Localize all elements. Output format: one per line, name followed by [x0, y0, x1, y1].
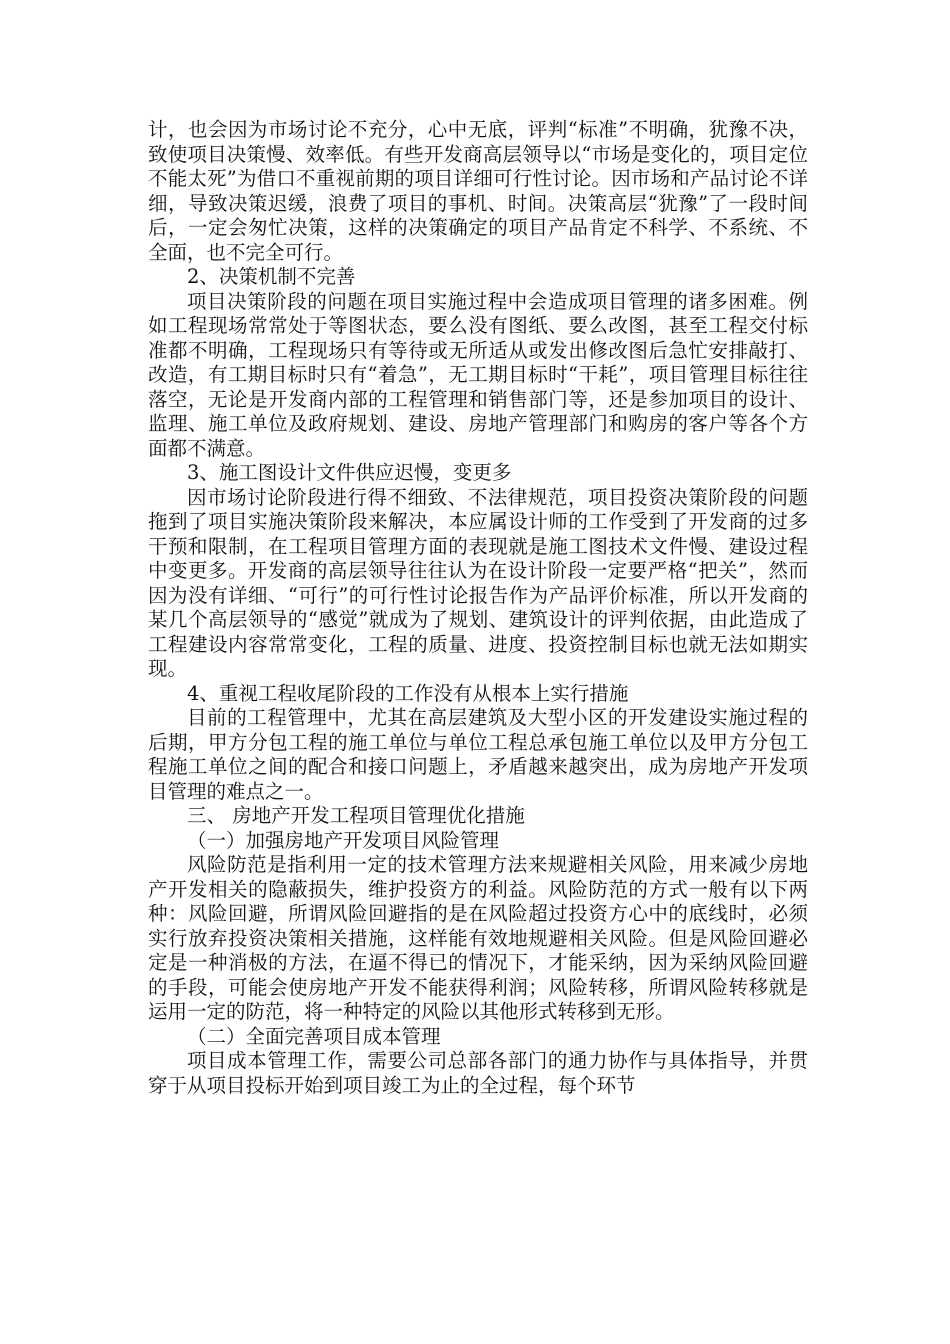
paragraph-cost-management: 项目成本管理工作，需要公司总部各部门的通力协作与具体指导，并贯穿于从项目投标开始到项目竣工为止的全过程，每个环节 [148, 1049, 808, 1097]
paragraph-design-interference: 因市场讨论阶段进行得不细致、不法律规范，项目投资决策阶段的问题拖到了项目实施决策阶段来解决，本应属设计师的工作受到了开发商的过多干预和限制，在工程项目管理方面的表现就是施工图技术文件慢、建设过程中变更多。开发商的高层领导往往认为在设计阶段一定要严格“把关”，然而因为没有详细、“可行”的可行性讨论报告作为产品评价标准，所以开发商的某几个高层领导的“感觉”就成为了规划、建筑设计的评判依据，由此造成了工程建设内容常常变化，工程的质量、进度、投资控制目标也就无法如期实现。 [148, 485, 808, 680]
heading-optimization-measures: 三、 房地产开发工程项目管理优化措施 [187, 804, 525, 827]
paragraph-risk-prevention: 风险防范是指利用一定的技术管理方法来规避相关风险，用来减少房地产开发相关的隐蔽损失，维护投资方的利益。风险防范的方式一般有以下两种：风险回避，所谓风险回避指的是在风险超过投资方心中的底线时，必须实行放弃投资决策相关措施，这样能有效地规避相关风险。但是风险回避必定是一种消极的方法，在逼不得已的情况下，才能采纳，因为采纳风险回避的手段，可能会使房地产开发不能获得利润；风险转移，所谓风险转移就是运用一定的防范，将一种特定的风险以其他形式转移到无形。 [148, 853, 808, 1023]
heading-project-closing-stage: 4、重视工程收尾阶段的工作没有从根本上实行措施 [187, 681, 629, 705]
heading-risk-management: （一）加强房地产开发项目风险管理 [187, 828, 500, 852]
heading-decision-mechanism: 2、决策机制不完善 [187, 265, 356, 288]
paragraph-project-decision-hesitation: 计，也会因为市场讨论不充分，心中无底，评判“标准”不明确，犹豫不决，致使项目决策慢、效率低。有些开发商高层领导以“市场是变化的，项目定位不能太死”为借口不重视前期的项目详细可行性讨论。因市场和产品讨论不详细，导致决策迟缓，浪费了项目的事机、时间。决策高层“犹豫”了一段时间后，一定会匆忙决策，这样的决策确定的项目产品肯定不科学、不系统、不全面，也不完全可行。 [148, 118, 808, 264]
paragraph-decision-problems: 项目决策阶段的问题在项目实施过程中会造成项目管理的诸多困难。例如工程现场常常处于等图状态，要么没有图纸、要么改图，甚至工程交付标准都不明确，工程现场只有等待或无所适从或发出修改图后急忙安排敲打、改造，有工期目标时只有“着急”，无工期目标时“干耗”，项目管理目标往往落空，无论是开发商内部的工程管理和销售部门等，还是参加项目的设计、监理、施工单位及政府规划、建设、房地产管理部门和购房的客户等各个方面都不满意。 [148, 289, 808, 460]
heading-construction-drawings: 3、施工图设计文件供应迟慢，变更多 [187, 461, 512, 484]
document-page [148, 118, 808, 1098]
heading-cost-management: （二）全面完善项目成本管理 [187, 1024, 441, 1048]
paragraph-subcontractor-coordination: 目前的工程管理中，尤其在高层建筑及大型小区的开发建设实施过程的后期，甲方分包工程的施工单位与单位工程总承包施工单位以及甲方分包工程施工单位之间的配合和接口问题上，矛盾越来越突出，成为房地产开发项目管理的难点之一。 [148, 706, 808, 803]
